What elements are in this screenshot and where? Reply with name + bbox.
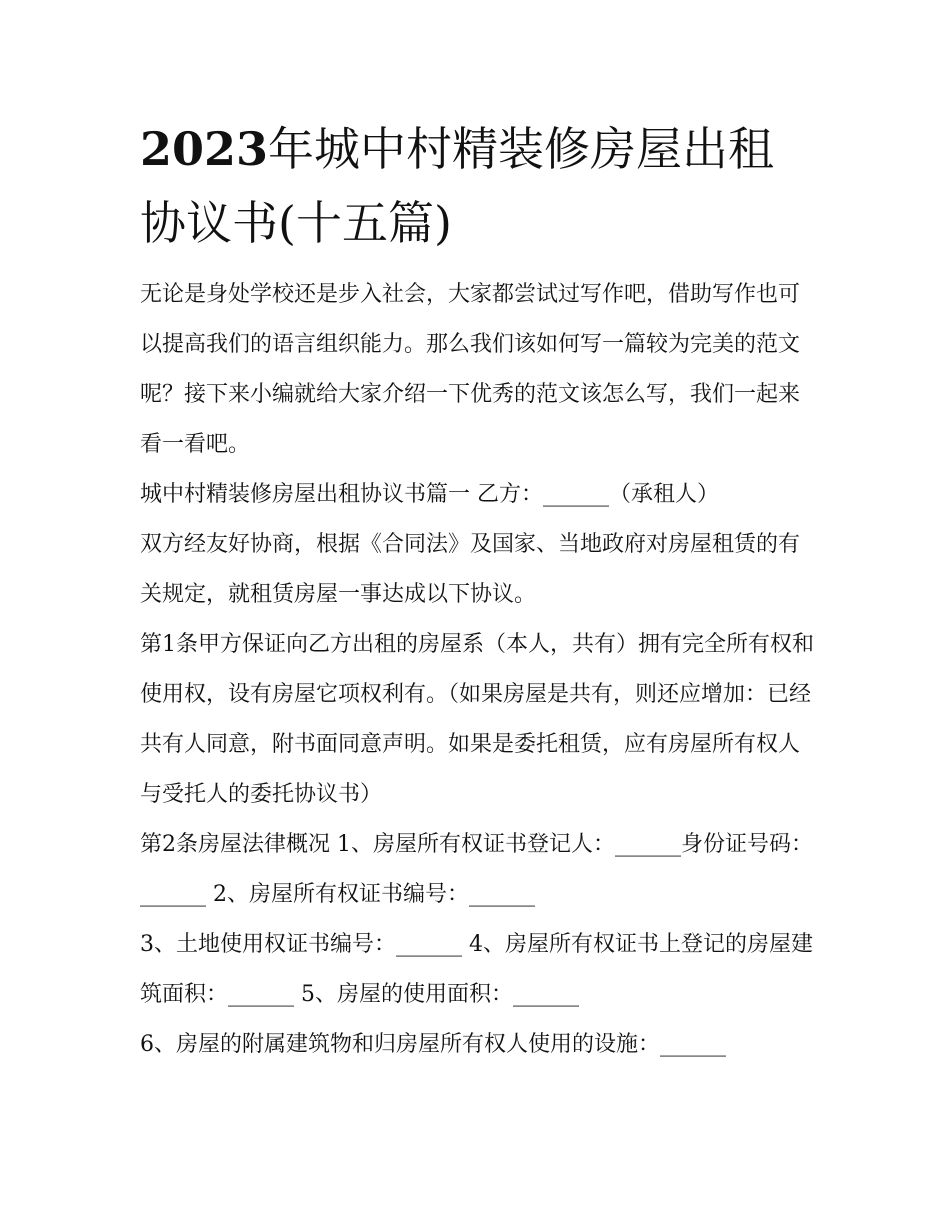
- title-text: 年城中村精装修房屋出租协议书(十五篇): [140, 122, 775, 250]
- title-year: 2023: [140, 122, 269, 176]
- document-page: [140, 112, 820, 1070]
- document-title: [140, 112, 820, 260]
- intro-paragraph: 无论是身处学校还是步入社会，大家都尝试过写作吧，借助写作也可以提高我们的语言组织能力。那么我们该如何写一篇较为完美的范文呢？接下来小编就给大家介绍一下优秀的范文该怎么写，我们一起来看一看吧。: [140, 282, 801, 457]
- article-2-items-paragraph: 3、土地使用权证书编号：______ 4、房屋所有权证书上登记的房屋建筑面积：______ 5、房屋的使用面积：______: [140, 932, 813, 1007]
- section-heading-paragraph: 城中村精装修房屋出租协议书篇一 乙方：______（承租人）: [140, 482, 719, 507]
- article-2-paragraph: 第2条房屋法律概况 1、房屋所有权证书登记人：______身份证号码：______ 2、房屋所有权证书编号：______: [140, 832, 813, 907]
- agreement-preamble-paragraph: 双方经友好协商，根据《合同法》及国家、当地政府对房屋租赁的有关规定，就租赁房屋一事达成以下协议。: [140, 532, 801, 607]
- article-2-item-6-paragraph: 6、房屋的附属建筑物和归房屋所有权人使用的设施：______: [140, 1032, 726, 1057]
- article-1-paragraph: 第1条甲方保证向乙方出租的房屋系（本人，共有）拥有完全所有权和使用权，设有房屋它项权利有。（如果房屋是共有，则还应增加：已经共有人同意，附书面同意声明。如果是委托租赁，应有房屋所有权人与受托人的委托协议书）: [140, 632, 814, 807]
